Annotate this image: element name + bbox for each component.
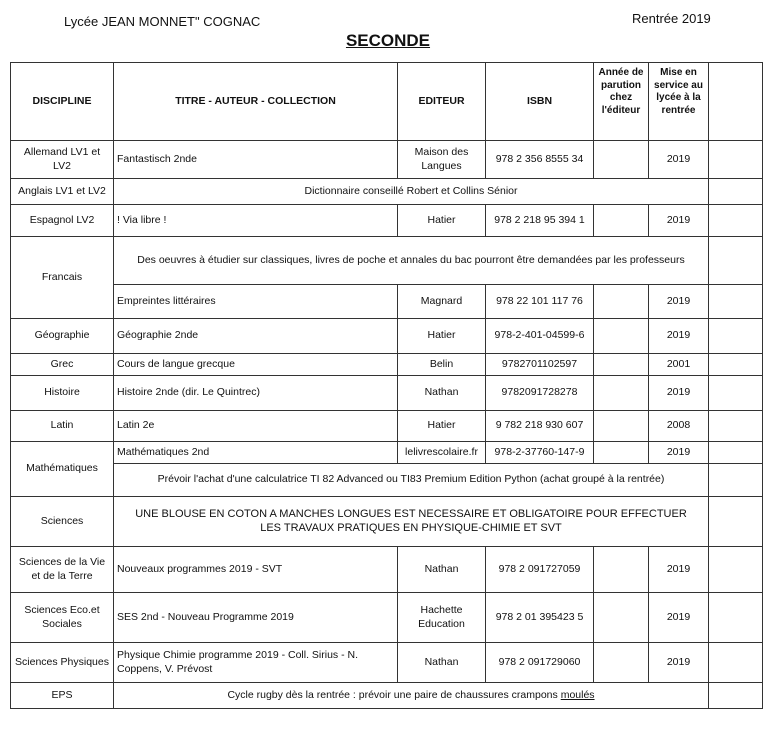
publisher-cell: Belin <box>398 354 486 376</box>
title-cell: Physique Chimie programme 2019 - Coll. Sirius - N. Coppens, V. Prévost <box>114 643 398 683</box>
discipline-cell: Géographie <box>11 319 114 354</box>
note-cell: Prévoir l'achat d'une calculatrice TI 82 Advanced ou TI83 Premium Edition Python (achat groupé à la rentrée) <box>114 464 709 497</box>
year-cell <box>594 547 649 593</box>
discipline-cell: Sciences <box>11 497 114 547</box>
year-cell <box>594 593 649 643</box>
isbn-cell: 978 2 091727059 <box>486 547 594 593</box>
note-cell: Dictionnaire conseillé Robert et Collins Sénior <box>114 179 709 205</box>
col-header-isbn: ISBN <box>486 63 594 141</box>
eps-note-underlined: moulés <box>560 688 595 701</box>
isbn-cell: 978 2 218 95 394 1 <box>486 205 594 237</box>
table-row <box>11 643 763 683</box>
empty-cell <box>709 319 763 354</box>
table-row <box>11 141 763 179</box>
table-row <box>11 411 763 442</box>
year-cell <box>594 285 649 319</box>
service-year-cell: 2019 <box>649 442 709 464</box>
publisher-cell: Nathan <box>398 643 486 683</box>
isbn-cell: 9 782 218 930 607 <box>486 411 594 442</box>
publisher-cell: Nathan <box>398 376 486 411</box>
table-row <box>11 464 763 497</box>
title-cell: Cours de langue grecque <box>114 354 398 376</box>
service-year-cell: 2001 <box>649 354 709 376</box>
empty-cell <box>709 442 763 464</box>
empty-cell <box>709 237 763 285</box>
school-name: Lycée JEAN MONNET" COGNAC <box>64 14 261 29</box>
publisher-cell: Hatier <box>398 205 486 237</box>
title-cell: SES 2nd - Nouveau Programme 2019 <box>114 593 398 643</box>
eps-note-text: Cycle rugby dès la rentrée : prévoir une paire de chaussures crampons <box>227 688 561 701</box>
discipline-cell: Latin <box>11 411 114 442</box>
table-row <box>11 179 763 205</box>
note-cell: Des oeuvres à étudier sur classiques, livres de poche et annales du bac pourront être demandées par les professeurs <box>114 237 709 285</box>
discipline-cell: Grec <box>11 354 114 376</box>
isbn-cell: 978 2 356 8555 34 <box>486 141 594 179</box>
service-year-cell: 2019 <box>649 547 709 593</box>
table-row <box>11 683 763 709</box>
publisher-cell: Magnard <box>398 285 486 319</box>
service-year-cell: 2019 <box>649 205 709 237</box>
discipline-cell: Sciences Eco.et Sociales <box>11 593 114 643</box>
service-year-cell: 2019 <box>649 285 709 319</box>
isbn-cell: 978 2 091729060 <box>486 643 594 683</box>
empty-cell <box>709 547 763 593</box>
table-row <box>11 205 763 237</box>
year-cell <box>594 411 649 442</box>
table-row <box>11 442 763 464</box>
empty-cell <box>709 593 763 643</box>
table-row <box>11 354 763 376</box>
discipline-cell: Allemand LV1 et LV2 <box>11 141 114 179</box>
year-cell <box>594 141 649 179</box>
table-row <box>11 285 763 319</box>
discipline-cell: Histoire <box>11 376 114 411</box>
discipline-cell: Sciences Physiques <box>11 643 114 683</box>
empty-cell <box>709 497 763 547</box>
title-cell: Empreintes littéraires <box>114 285 398 319</box>
discipline-cell: Mathématiques <box>11 442 114 497</box>
isbn-cell: 978 2 01 395423 5 <box>486 593 594 643</box>
publisher-cell: Hatier <box>398 319 486 354</box>
empty-cell <box>709 643 763 683</box>
service-year-cell: 2019 <box>649 376 709 411</box>
table-row <box>11 237 763 285</box>
empty-cell <box>709 354 763 376</box>
publisher-cell: lelivrescolaire.fr <box>398 442 486 464</box>
discipline-cell: Sciences de la Vie et de la Terre <box>11 547 114 593</box>
year-cell <box>594 205 649 237</box>
discipline-cell: Espagnol LV2 <box>11 205 114 237</box>
empty-cell <box>709 141 763 179</box>
year-cell <box>594 354 649 376</box>
col-header-annee: Année de parution chez l'éditeur <box>594 63 649 141</box>
empty-cell <box>709 464 763 497</box>
discipline-cell: Francais <box>11 237 114 319</box>
col-header-empty <box>709 63 763 141</box>
isbn-cell: 9782091728278 <box>486 376 594 411</box>
discipline-cell: EPS <box>11 683 114 709</box>
school-year: Rentrée 2019 <box>632 11 711 26</box>
title-cell: Nouveaux programmes 2019 - SVT <box>114 547 398 593</box>
note-cell <box>114 683 709 709</box>
publisher-cell: Maison des Langues <box>398 141 486 179</box>
col-header-mise: Mise en service au lycée à la rentrée <box>649 63 709 141</box>
table-row <box>11 319 763 354</box>
service-year-cell: 2019 <box>649 593 709 643</box>
year-cell <box>594 442 649 464</box>
book-list-table <box>10 62 763 709</box>
table-row <box>11 497 763 547</box>
isbn-cell: 978 22 101 117 76 <box>486 285 594 319</box>
title-cell: Latin 2e <box>114 411 398 442</box>
discipline-cell: Anglais LV1 et LV2 <box>11 179 114 205</box>
empty-cell <box>709 411 763 442</box>
service-year-cell: 2008 <box>649 411 709 442</box>
title-cell: Mathématiques 2nd <box>114 442 398 464</box>
title-cell: Fantastisch 2nde <box>114 141 398 179</box>
table-row <box>11 593 763 643</box>
isbn-cell: 978-2-37760-147-9 <box>486 442 594 464</box>
col-header-editeur: EDITEUR <box>398 63 486 141</box>
year-cell <box>594 376 649 411</box>
title-cell: Histoire 2nde (dir. Le Quintrec) <box>114 376 398 411</box>
header-row <box>11 63 763 141</box>
title-cell: Géographie 2nde <box>114 319 398 354</box>
table-row <box>11 547 763 593</box>
publisher-cell: Nathan <box>398 547 486 593</box>
title-cell: ! Via libre ! <box>114 205 398 237</box>
col-header-titre: TITRE - AUTEUR - COLLECTION <box>114 63 398 141</box>
empty-cell <box>709 205 763 237</box>
table-row <box>11 376 763 411</box>
service-year-cell: 2019 <box>649 141 709 179</box>
year-cell <box>594 319 649 354</box>
isbn-cell: 9782701102597 <box>486 354 594 376</box>
service-year-cell: 2019 <box>649 643 709 683</box>
empty-cell <box>709 285 763 319</box>
empty-cell <box>709 179 763 205</box>
publisher-cell: Hatier <box>398 411 486 442</box>
empty-cell <box>709 683 763 709</box>
service-year-cell: 2019 <box>649 319 709 354</box>
col-header-discipline: DISCIPLINE <box>11 63 114 141</box>
isbn-cell: 978-2-401-04599-6 <box>486 319 594 354</box>
empty-cell <box>709 376 763 411</box>
year-cell <box>594 643 649 683</box>
publisher-cell: Hachette Education <box>398 593 486 643</box>
note-cell: UNE BLOUSE EN COTON A MANCHES LONGUES EST NECESSAIRE ET OBLIGATOIRE POUR EFFECTUER LES TRAVAUX PRATIQUES EN PHYSIQUE-CHIMIE ET SVT <box>114 497 709 547</box>
page-title: SECONDE <box>345 31 431 50</box>
